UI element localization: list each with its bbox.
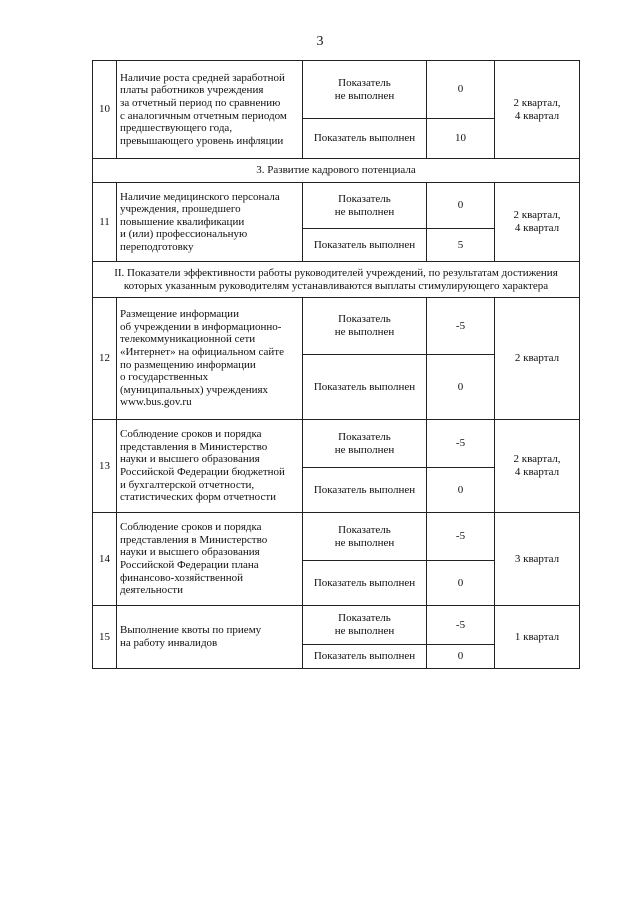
text-line: Наличие медицинского персонала: [120, 190, 280, 203]
table-row: [93, 61, 580, 119]
text-line: (муниципальных) учреждениях: [120, 383, 269, 396]
text-line: Российской Федерации плана: [120, 559, 259, 571]
period: [495, 606, 580, 669]
status-not-met-lines: [306, 193, 423, 218]
text-line: с аналогичным отчетным периодом: [120, 109, 287, 122]
status-not-met: [303, 183, 427, 229]
criterion-description: [117, 420, 303, 513]
row-number: 13: [93, 420, 117, 513]
criterion-lines: [120, 624, 299, 649]
score-met: 0: [427, 561, 495, 606]
row-number: 10: [93, 61, 117, 159]
status-met: Показатель выполнен: [303, 645, 427, 669]
period: [495, 513, 580, 606]
criterion-lines: [120, 428, 299, 504]
score-met: 0: [427, 355, 495, 420]
row-number: 14: [93, 513, 117, 606]
period-lines: [498, 453, 576, 478]
text-line: Соблюдение сроков и порядка: [120, 521, 262, 534]
text-line: финансово-хозяйственной: [120, 571, 244, 584]
text-line: Российской Федерации бюджетной: [120, 466, 285, 478]
text-line: 1 квартал: [514, 630, 560, 643]
status-not-met-lines: [306, 524, 423, 549]
text-line: 3 квартал: [514, 552, 560, 565]
status-met: Показатель выполнен: [303, 561, 427, 606]
status-met: Показатель выполнен: [303, 119, 427, 159]
indicators-table: [92, 60, 580, 669]
status-met: Показатель выполнен: [303, 468, 427, 513]
text-line: 2 квартал,: [513, 453, 561, 466]
text-line: и бухгалтерской отчетности,: [120, 478, 255, 491]
period-lines: [498, 631, 576, 644]
text-line: 4 квартал: [514, 109, 560, 122]
score-met: 0: [427, 468, 495, 513]
criterion-lines: [120, 72, 299, 148]
text-line: деятельности: [120, 584, 183, 597]
text-line: представления в Министерство: [120, 533, 268, 546]
section-heading-row: [93, 262, 580, 298]
criterion-description: [117, 606, 303, 669]
text-line: не выполнен: [334, 205, 395, 218]
period: [495, 183, 580, 262]
text-line: II. Показатели эффективности работы руководителей учреждений, по результатам достижения: [114, 266, 558, 279]
section-heading-row: [93, 159, 580, 183]
period: [495, 61, 580, 159]
text-line: «Интернет» на официальном сайте: [120, 345, 285, 358]
text-line: 4 квартал: [514, 222, 560, 234]
text-line: Наличие роста средней заработной: [120, 71, 285, 84]
text-line: не выполнен: [334, 89, 395, 102]
page-number: 3: [316, 34, 324, 49]
text-line: Выполнение квоты по приему: [120, 624, 262, 637]
text-line: не выполнен: [334, 326, 395, 338]
status-not-met: [303, 298, 427, 355]
text-line: 2 квартал,: [513, 96, 561, 109]
text-line: телекоммуникационной сети: [120, 333, 256, 346]
text-line: Показатель: [338, 313, 391, 326]
section-heading: [93, 262, 580, 298]
table-row: [93, 298, 580, 355]
text-line: по размещению информации: [120, 358, 256, 371]
text-line: статистических форм отчетности: [120, 491, 277, 504]
text-line: переподготовку: [120, 240, 194, 253]
period-lines: [498, 97, 576, 122]
criterion-description: [117, 298, 303, 420]
status-not-met: [303, 420, 427, 468]
criterion-description: [117, 61, 303, 159]
text-line: предшествующего года,: [120, 122, 233, 135]
score-met: 5: [427, 229, 495, 262]
text-line: науки и высшего образования: [120, 453, 260, 466]
section-heading-lines: [96, 267, 576, 292]
status-not-met-lines: [306, 313, 423, 338]
score-met: 0: [427, 645, 495, 669]
text-line: которых указанным руководителям устанавливаются выплаты стимулирующего характера: [123, 279, 549, 292]
text-line: платы работников учреждения: [120, 84, 264, 97]
text-line: Показатель: [338, 523, 391, 536]
status-not-met: [303, 61, 427, 119]
score-not-met: -5: [427, 606, 495, 645]
row-number: 11: [93, 183, 117, 262]
status-not-met-lines: [306, 77, 423, 102]
text-line: на работу инвалидов: [120, 637, 218, 649]
criterion-description: [117, 183, 303, 262]
text-line: Показатель: [338, 192, 391, 205]
status-not-met-lines: [306, 431, 423, 456]
text-line: Размещение информации: [120, 308, 239, 321]
text-line: и (или) профессиональную: [120, 228, 248, 241]
period-lines: [498, 352, 576, 365]
text-line: представления в Министерство: [120, 440, 268, 453]
criterion-lines: [120, 521, 299, 597]
text-line: не выполнен: [334, 536, 395, 549]
text-line: науки и высшего образования: [120, 546, 260, 559]
text-line: повышение квалификации: [120, 215, 245, 228]
status-not-met: [303, 606, 427, 645]
section-heading: 3. Развитие кадрового потенциала: [93, 159, 580, 183]
score-not-met: 0: [427, 183, 495, 229]
text-line: Показатель: [338, 430, 391, 443]
table-row: [93, 513, 580, 561]
score-not-met: -5: [427, 298, 495, 355]
table-row: [93, 420, 580, 468]
text-line: Соблюдение сроков и порядка: [120, 428, 262, 441]
status-met: Показатель выполнен: [303, 229, 427, 262]
text-line: 2 квартал,: [513, 209, 561, 222]
period-lines: [498, 553, 576, 566]
text-line: 4 квартал: [514, 466, 560, 478]
criterion-description: [117, 513, 303, 606]
status-met: Показатель выполнен: [303, 355, 427, 420]
score-not-met: -5: [427, 420, 495, 468]
table-row: [93, 183, 580, 229]
score-not-met: 0: [427, 61, 495, 119]
text-line: www.bus.gov.ru: [120, 396, 192, 409]
text-line: Показатель: [338, 76, 391, 89]
text-line: учреждения, прошедшего: [120, 203, 241, 216]
text-line: не выполнен: [334, 625, 395, 637]
period: [495, 298, 580, 420]
row-number: 15: [93, 606, 117, 669]
status-not-met: [303, 513, 427, 561]
text-line: не выполнен: [334, 443, 395, 456]
score-not-met: -5: [427, 513, 495, 561]
status-not-met-lines: [306, 612, 423, 637]
text-line: об учреждении в информационно-: [120, 320, 282, 333]
text-line: о государственных: [120, 371, 209, 384]
criterion-lines: [120, 191, 299, 254]
text-line: Показатель: [338, 612, 391, 625]
text-line: 2 квартал: [514, 352, 560, 365]
text-line: за отчетный период по сравнению: [120, 96, 281, 109]
table-row: [93, 606, 580, 645]
score-met: 10: [427, 119, 495, 159]
period-lines: [498, 209, 576, 234]
text-line: превышающего уровень инфляции: [120, 134, 284, 147]
row-number: 12: [93, 298, 117, 420]
period: [495, 420, 580, 513]
criterion-lines: [120, 308, 299, 409]
